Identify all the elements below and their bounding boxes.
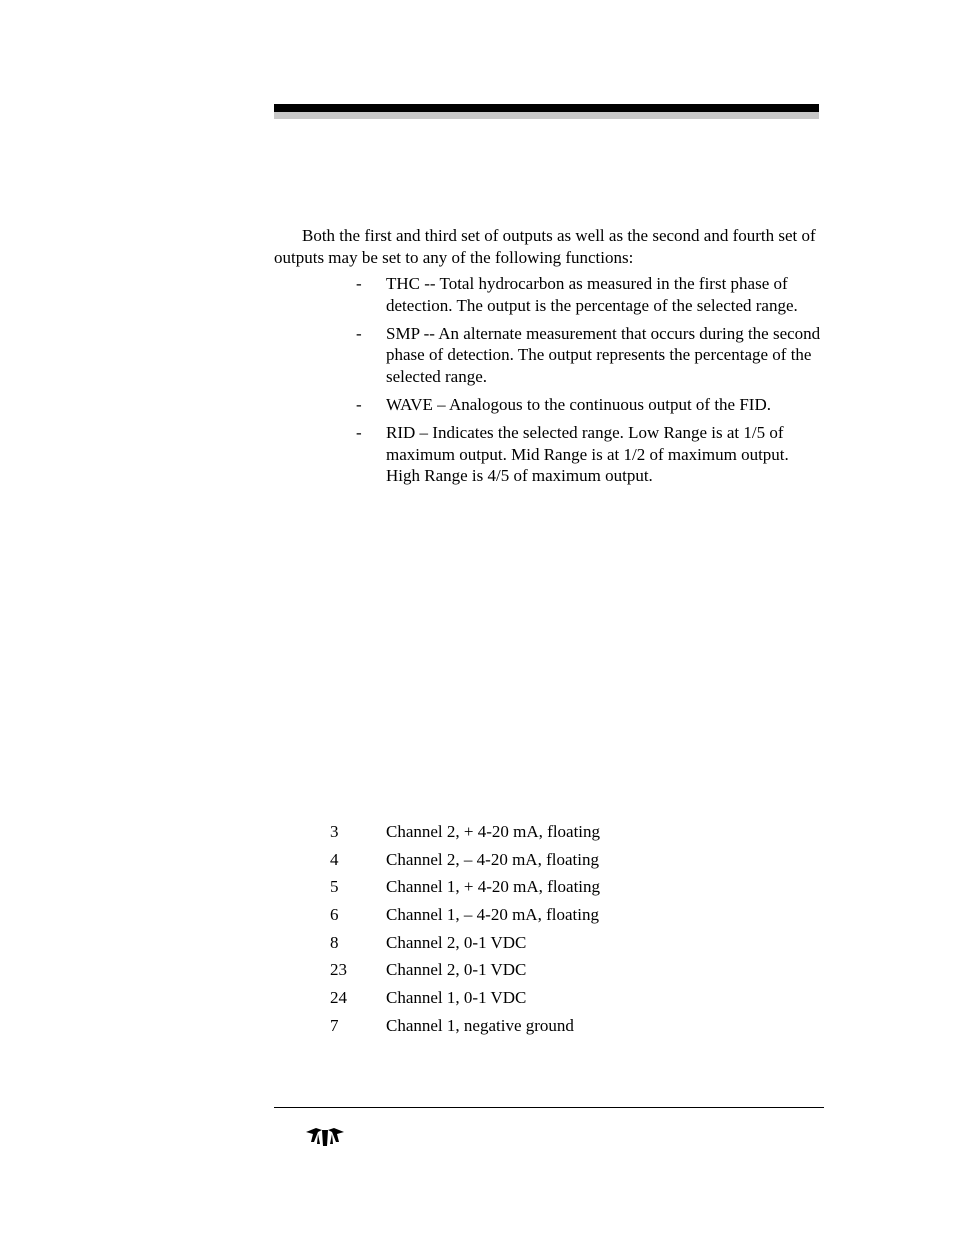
- table-row: [330, 846, 600, 874]
- function-thc-text: THC -- Total hydrocarbon as measured in the first phase of detection. The output is the percentage of the selected range.: [386, 274, 798, 315]
- intro-text: Both the first and third set of outputs as well as the second and fourth set of outputs may be set to any of the following functions:: [274, 226, 816, 267]
- list-bullet: -: [356, 323, 362, 343]
- function-rid-text: RID – Indicates the selected range. Low Range is at 1/5 of maximum output. Mid Range is at 1/2 of maximum output. High Range is 4/5 of maximum output.: [386, 422, 789, 486]
- table-row: [330, 818, 600, 846]
- table-row: [330, 873, 600, 901]
- function-wave-text: WAVE – Analogous to the continuous output of the FID.: [386, 394, 771, 414]
- list-bullet: -: [356, 422, 362, 442]
- list-item: [356, 323, 826, 388]
- pin-function: Channel 1, – 4-20 mA, floating: [386, 904, 599, 924]
- header-rule-shadow: [274, 112, 819, 119]
- list-item: [356, 394, 826, 416]
- intro-paragraph: [274, 225, 819, 268]
- pin-number: 4: [330, 849, 339, 869]
- pin-function: Channel 2, 0-1 VDC: [386, 960, 527, 980]
- pin-number: 7: [330, 1015, 339, 1035]
- pin-function: Channel 1, negative ground: [386, 1015, 574, 1035]
- list-item: [356, 273, 826, 317]
- pin-function: Channel 1, 0-1 VDC: [386, 987, 527, 1007]
- pin-number: 24: [330, 987, 347, 1007]
- pin-function: Channel 2, – 4-20 mA, floating: [386, 849, 599, 869]
- header-rule: [274, 104, 819, 112]
- table-row: [330, 929, 600, 957]
- pin-function: Channel 2, 0-1 VDC: [386, 932, 527, 952]
- table-row: [330, 984, 600, 1012]
- pin-number: 3: [330, 821, 339, 841]
- list-bullet: -: [356, 394, 362, 414]
- pin-number: 6: [330, 904, 339, 924]
- table-row: [330, 901, 600, 929]
- pin-function: Channel 1, + 4-20 mA, floating: [386, 877, 601, 897]
- function-list: [356, 273, 826, 493]
- list-bullet: -: [356, 274, 362, 293]
- pin-number: 5: [330, 877, 339, 897]
- list-item: [356, 422, 826, 487]
- function-smp-text: SMP -- An alternate measurement that occurs during the second phase of detection. The output represents the percentage of the selected range.: [386, 323, 821, 387]
- teledyne-logo-icon: [306, 1126, 344, 1148]
- footer-rule: [274, 1107, 824, 1108]
- table-row: [330, 956, 600, 984]
- pin-assignment-table: [330, 818, 600, 1040]
- table-row: [330, 1012, 600, 1040]
- pin-number: 23: [330, 960, 347, 980]
- pin-number: 8: [330, 932, 339, 952]
- pin-function: Channel 2, + 4-20 mA, floating: [386, 821, 601, 841]
